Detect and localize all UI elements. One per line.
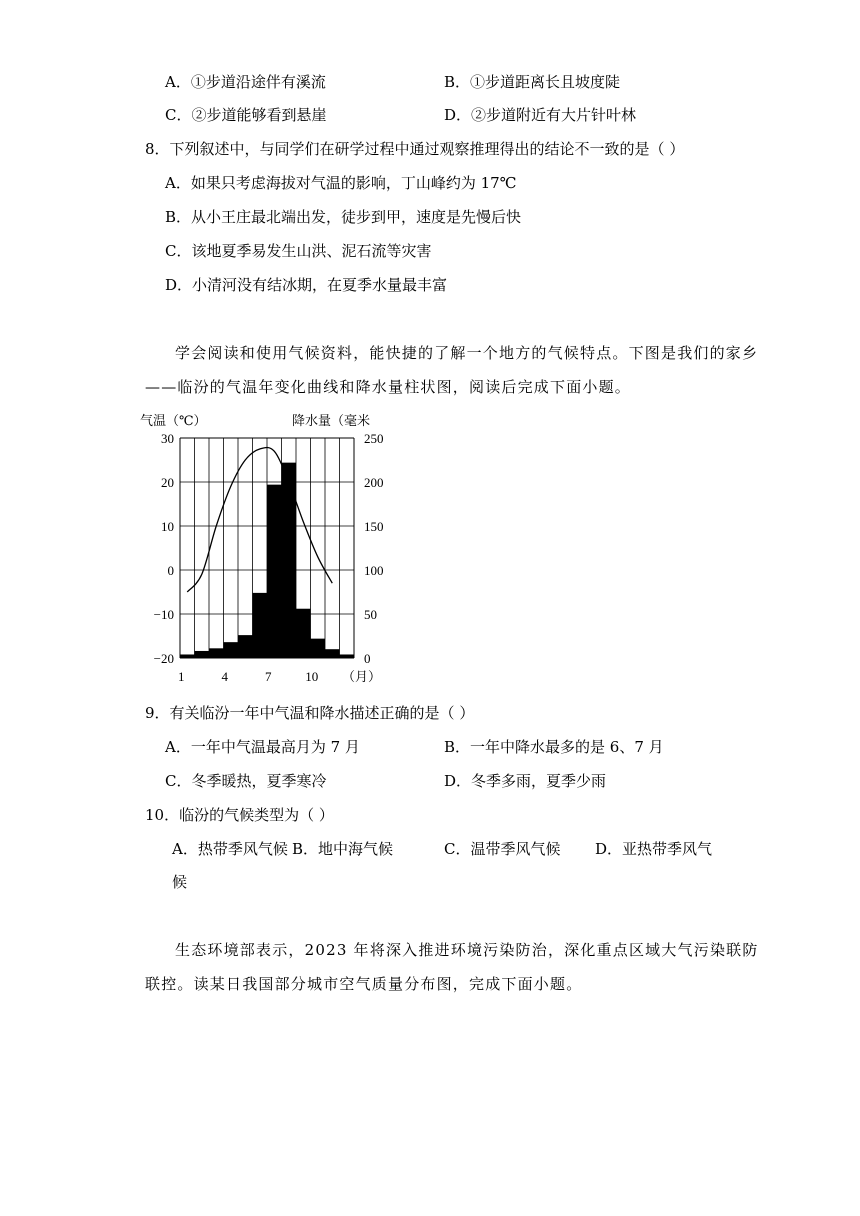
month-tick-label: 1 xyxy=(178,669,185,684)
q10-option-c: C．温带季风气候 xyxy=(444,840,561,858)
precipitation-tick-label: 200 xyxy=(364,475,384,490)
q10-option-d: D．亚热带季风气 xyxy=(595,840,713,858)
q7-option-c: C．②步道能够看到悬崖 xyxy=(165,106,327,124)
precipitation-bar xyxy=(209,648,224,658)
precipitation-bar xyxy=(325,649,340,658)
precipitation-axis-title: 降水量（毫米 xyxy=(292,413,371,428)
temperature-tick-label: 10 xyxy=(161,519,174,534)
q10-option-b: B．地中海气候 xyxy=(292,840,394,858)
precipitation-bar xyxy=(340,654,355,658)
temperature-tick-label: 20 xyxy=(161,475,174,490)
intro-air-line1: 生态环境部表示，2023 年将深入推进环境污染防治，深化重点区域大气污染联防 xyxy=(175,941,759,959)
temperature-axis-title: 气温（℃） xyxy=(140,413,207,428)
precipitation-bar xyxy=(253,593,268,658)
q9-option-b: B．一年中降水最多的是 6、7 月 xyxy=(444,738,664,756)
q7-option-d: D．②步道附近有大片针叶林 xyxy=(444,106,637,124)
q10-option-a: A．热带季风气候 xyxy=(172,840,288,858)
q8-option-b: B．从小王庄最北端出发，徒步到甲，速度是先慢后快 xyxy=(165,208,522,226)
intro-linfen-line1: 学会阅读和使用气候资料，能快捷的了解一个地方的气候特点。下图是我们的家乡 xyxy=(175,344,759,362)
temperature-tick-label: 0 xyxy=(167,563,174,578)
temperature-tick-label: −10 xyxy=(153,607,174,622)
precipitation-bar xyxy=(282,463,297,658)
q9-option-d: D．冬季多雨，夏季少雨 xyxy=(444,772,607,790)
climate-chart xyxy=(140,405,400,685)
intro-air-line2: 联控。读某日我国部分城市空气质量分布图，完成下面小题。 xyxy=(145,975,583,993)
precipitation-bar xyxy=(180,654,195,658)
month-tick-label: 4 xyxy=(221,669,228,684)
q9-option-a: A．一年中气温最高月为 7 月 xyxy=(165,738,360,756)
temperature-tick-label: −20 xyxy=(153,651,174,666)
q8-option-d: D．小清河没有结冰期，在夏季水量最丰富 xyxy=(165,276,448,294)
q8-stem: 8．下列叙述中，与同学们在研学过程中通过观察推理得出的结论不一致的是（ ） xyxy=(145,140,685,158)
precipitation-bar xyxy=(296,609,311,658)
precipitation-bar xyxy=(224,642,239,658)
q10-option-d-continued: 候 xyxy=(172,873,188,891)
precipitation-tick-label: 50 xyxy=(364,607,377,622)
precipitation-bar xyxy=(311,639,326,658)
intro-linfen-line2: ——临汾的气温年变化曲线和降水量柱状图，阅读后完成下面小题。 xyxy=(145,378,632,396)
q9-option-c: C．冬季暖热，夏季寒冷 xyxy=(165,772,327,790)
precipitation-tick-label: 150 xyxy=(364,519,384,534)
precipitation-bar xyxy=(267,485,282,658)
q8-option-a: A．如果只考虑海拔对气温的影响，丁山峰约为 17℃ xyxy=(165,174,517,192)
q10-stem: 10．临汾的气候类型为（ ） xyxy=(145,806,334,824)
q9-stem: 9．有关临汾一年中气温和降水描述正确的是（ ） xyxy=(145,704,475,722)
precipitation-bar xyxy=(195,651,210,658)
temperature-tick-label: 30 xyxy=(161,431,174,446)
precipitation-tick-label: 0 xyxy=(364,651,371,666)
precipitation-bar xyxy=(238,635,253,658)
q7-option-a: A．①步道沿途伴有溪流 xyxy=(165,73,326,91)
precipitation-tick-label: 100 xyxy=(364,563,384,578)
month-tick-label: 10 xyxy=(305,669,319,684)
precipitation-tick-label: 250 xyxy=(364,431,384,446)
x-axis-unit: （月） xyxy=(342,669,382,684)
q7-option-b: B．①步道距离长且坡度陡 xyxy=(444,73,621,91)
month-tick-label: 7 xyxy=(265,669,272,684)
q8-option-c: C．该地夏季易发生山洪、泥石流等灾害 xyxy=(165,242,432,260)
